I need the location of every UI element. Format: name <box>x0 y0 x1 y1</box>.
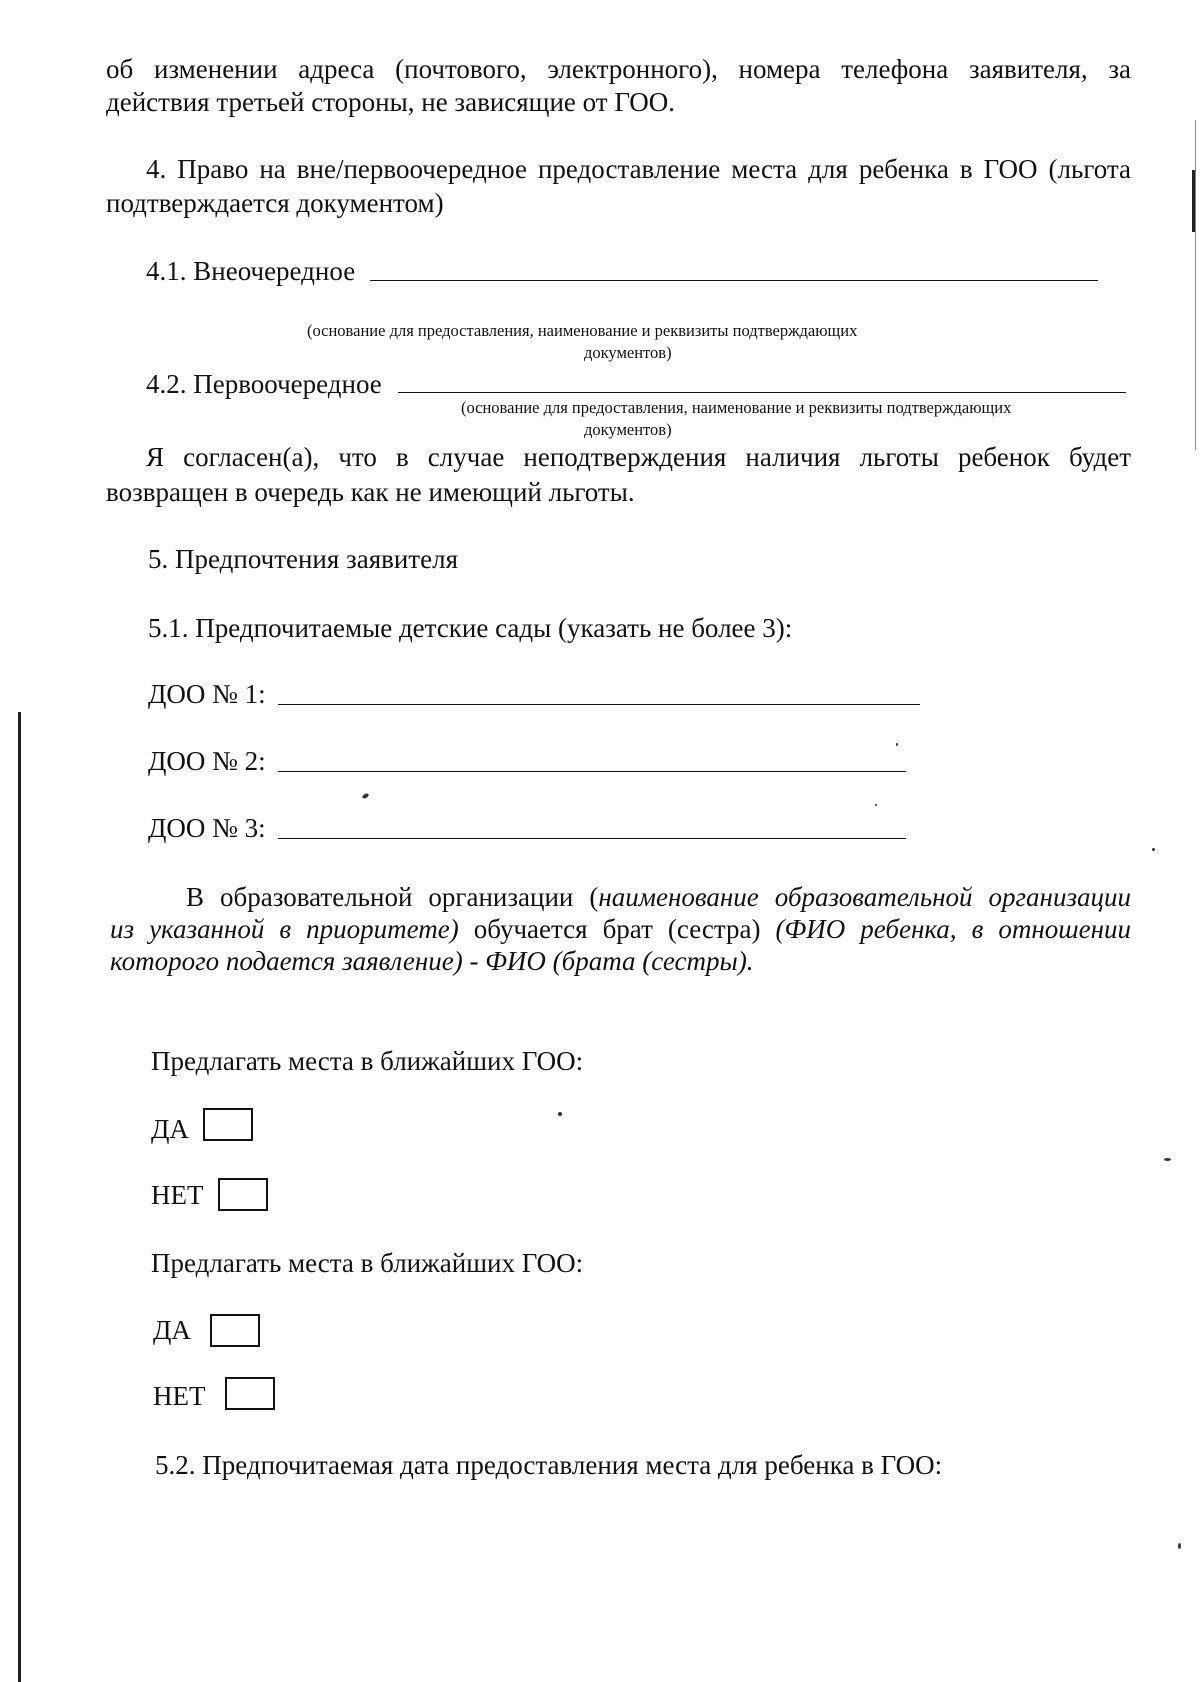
scan-right-edge-line <box>1195 120 1196 450</box>
offer-2-no-checkbox[interactable] <box>225 1377 275 1410</box>
scan-left-edge <box>18 712 21 1682</box>
section4-item2-field[interactable] <box>398 392 1126 393</box>
intro-line-2: действия третьей стороны, не зависящие от ГОО. <box>106 87 676 117</box>
section4-heading-line-2: подтверждается документом) <box>106 188 444 218</box>
scan-speck-2 <box>558 1112 562 1116</box>
doo-3-label: ДОО № 3: <box>148 813 266 843</box>
scan-speck-7 <box>896 743 898 746</box>
section4-item1-field[interactable] <box>370 280 1098 281</box>
section5-sub2: 5.2. Предпочитаемая дата предоставления места для ребенка в ГОО: <box>155 1450 943 1480</box>
sibling-line-3: которого подается заявление) - ФИО (брата (сестры). <box>110 946 754 976</box>
doo-3-field[interactable] <box>278 838 906 839</box>
sibling-line-1: В образовательной организации (наименование образовательной организации <box>186 882 1131 912</box>
sibling-line-2: из указанной в приоритете) обучается брат (сестра) (ФИО ребенка, в отношении <box>110 914 1131 944</box>
offer-question-2: Предлагать места в ближайших ГОО: <box>151 1248 584 1278</box>
doo-1-field[interactable] <box>278 704 920 705</box>
scan-speck-4 <box>1178 1543 1181 1549</box>
offer-1-yes-checkbox[interactable] <box>203 1108 253 1141</box>
section5-heading: 5. Предпочтения заявителя <box>148 544 458 574</box>
section4-heading-line-1: 4. Право на вне/первоочередное предоставление места для ребенка в ГОО (льгота <box>146 154 1131 184</box>
doo-2-label: ДОО № 2: <box>148 746 266 776</box>
doo-1-label: ДОО № 1: <box>148 679 266 709</box>
section4-item1-hint-line-1: (основание для предоставления, наименование и реквизиты подтверждающих <box>307 321 858 340</box>
scan-speck-3 <box>1164 1158 1171 1161</box>
section4-item1-hint-line-2: документов) <box>584 343 672 362</box>
doo-2-field[interactable] <box>278 771 906 772</box>
offer-1-no-label: НЕТ <box>151 1180 204 1210</box>
section4-item2-label: 4.2. Первоочередное <box>146 369 382 399</box>
scan-speck-1 <box>361 793 369 800</box>
scan-speck-5 <box>1152 848 1155 851</box>
offer-2-yes-label: ДА <box>153 1315 191 1345</box>
consent-line-1: Я согласен(а), что в случае неподтверждения наличия льготы ребенок будет <box>146 442 1131 472</box>
offer-1-no-checkbox[interactable] <box>218 1178 268 1211</box>
section4-item2-hint-line-2: документов) <box>584 420 672 439</box>
offer-1-yes-label: ДА <box>151 1114 189 1144</box>
intro-line-1: об изменении адреса (почтового, электронного), номера телефона заявителя, за <box>106 54 1131 84</box>
section5-sub1: 5.1. Предпочитаемые детские сады (указать не более 3): <box>148 613 793 643</box>
section4-item2-hint-line-1: (основание для предоставления, наименование и реквизиты подтверждающих <box>461 398 1012 417</box>
offer-question-1: Предлагать места в ближайших ГОО: <box>151 1046 584 1076</box>
section4-item1-label: 4.1. Внеочередное <box>146 256 356 286</box>
scan-speck-6 <box>875 804 877 806</box>
consent-line-2: возвращен в очередь как не имеющий льготы. <box>106 477 635 507</box>
offer-2-yes-checkbox[interactable] <box>210 1314 260 1347</box>
offer-2-no-label: НЕТ <box>153 1381 206 1411</box>
